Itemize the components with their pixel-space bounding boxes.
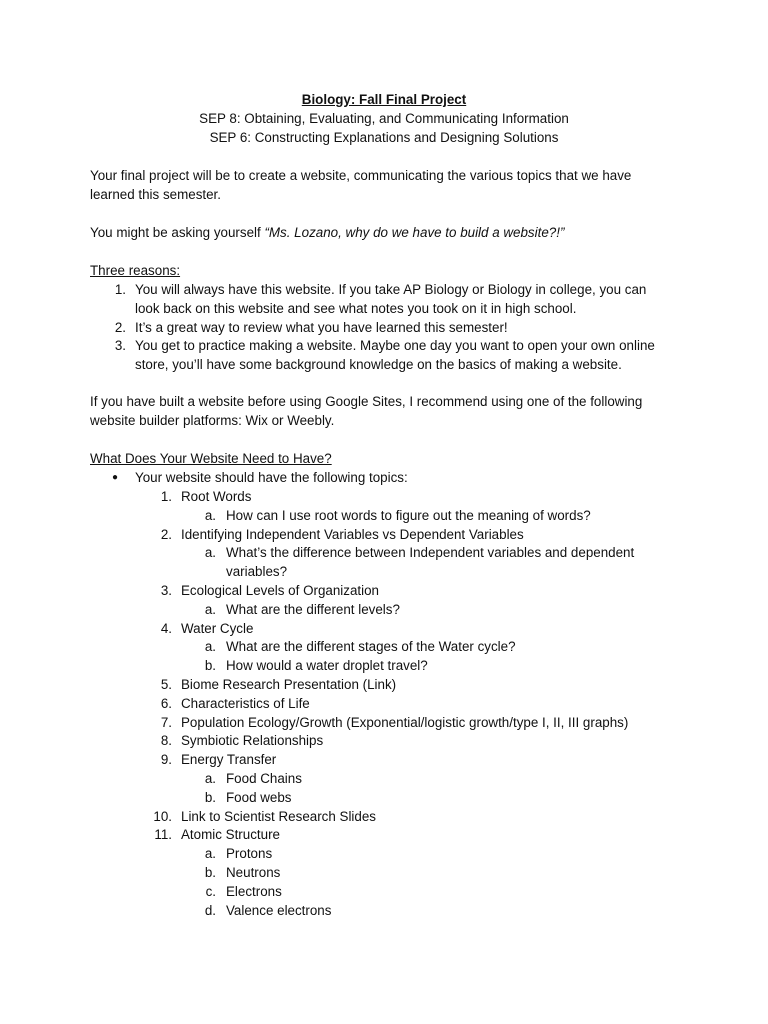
subtopic-text: Valence electrons (226, 902, 332, 918)
reason-text: You get to practice making a website. Maybe one day you want to open your own online (135, 338, 655, 354)
topic-number: 2. (160, 526, 172, 542)
topic-number: 7. (160, 714, 172, 730)
topic-number: 1. (160, 489, 172, 504)
subtopic-text: What are the different stages of the Water cycle? (226, 639, 516, 655)
builders-line-2: website builder platforms: Wix or Weebly. (90, 413, 335, 428)
reason-number: 3. (114, 338, 126, 354)
topic-number: 11. (154, 827, 172, 843)
subtopic-text: Neutrons (226, 865, 281, 880)
topic-number: 3. (160, 583, 172, 598)
topic-number: 5. (160, 677, 172, 692)
topic-label: Biome Research Presentation (Link) (181, 677, 397, 692)
topic-number: 4. (160, 620, 172, 636)
subtopic-text: What are the different levels? (226, 601, 400, 617)
topic-label: Root Words (181, 489, 252, 504)
subtopic-letter: a. (204, 639, 216, 655)
subtopic-text: Food Chains (226, 771, 302, 786)
needs-heading: What Does Your Website Need to Have? (90, 451, 332, 466)
subtopic-text: Food webs (226, 789, 292, 805)
subtopic-text: How can I use root words to figure out the meaning of words? (226, 507, 591, 523)
topic-label: Energy Transfer (181, 752, 277, 768)
subtopic-letter: c. (205, 883, 216, 899)
question-prefix: You might be asking yourself (90, 225, 265, 240)
topic-label: Characteristics of Life (181, 695, 310, 711)
reason-number: 2. (114, 319, 126, 335)
bullet-text: Your website should have the following topics: (135, 470, 408, 485)
sep-line-2: SEP 6: Constructing Explanations and Designing Solutions (209, 130, 559, 145)
topic-label: Identifying Independent Variables vs Dependent Variables (181, 526, 524, 542)
topic-label: Ecological Levels of Organization (181, 583, 379, 598)
reasons-heading: Three reasons: (90, 263, 181, 278)
subtopic-letter: b. (204, 865, 216, 880)
topic-number: 8. (160, 733, 172, 749)
builders-line-1: If you have built a website before using Google Sites, I recommend using one of the following (90, 394, 643, 409)
topic-label: Link to Scientist Research Slides (181, 808, 377, 824)
subtopic-text: Protons (226, 846, 273, 862)
subtopic-letter: a. (204, 771, 216, 786)
reason-text: store, you’ll have some background knowledge on the basics of making a website. (135, 357, 622, 373)
intro-line-2: learned this semester. (90, 187, 221, 202)
topic-label: Water Cycle (181, 620, 254, 636)
intro-line-1: Your final project will be to create a website, communicating the various topics that we have (90, 168, 632, 183)
bullet-icon: ● (112, 472, 119, 483)
subtopic-text: Electrons (226, 883, 282, 899)
question-line (90, 224, 690, 243)
subtopic-letter: a. (204, 846, 216, 862)
topic-label: Atomic Structure (181, 827, 280, 843)
topic-number: 6. (160, 695, 172, 711)
topic-label: Population Ecology/Growth (Exponential/logistic growth/type I, II, III graphs) (181, 714, 629, 730)
subtopic-text: How would a water droplet travel? (226, 658, 428, 674)
subtopic-text: What’s the difference between Independent variables and dependent (226, 545, 635, 561)
subtopic-letter: a. (204, 545, 216, 561)
subtopic-letter: a. (204, 507, 216, 523)
question-quote: “Ms. Lozano, why do we have to build a website?!” (264, 225, 565, 240)
topic-number: 10. (153, 808, 172, 824)
reason-text: You will always have this website. If you take AP Biology or Biology in college, you can (135, 282, 647, 297)
subtopic-letter: a. (204, 601, 216, 617)
subtopic-letter: b. (204, 658, 216, 674)
reason-text: look back on this website and see what notes you took on it in high school. (135, 300, 577, 316)
reason-number: 1. (114, 282, 126, 297)
subtopic-letter: b. (204, 789, 216, 805)
sep-line-1: SEP 8: Obtaining, Evaluating, and Communicating Information (199, 111, 569, 126)
reason-text: It’s a great way to review what you have learned this semester! (135, 319, 508, 335)
topic-label: Symbiotic Relationships (181, 733, 324, 749)
document-title: Biology: Fall Final Project (301, 92, 467, 107)
subtopic-letter: d. (204, 902, 216, 918)
subtopic-text: variables? (226, 564, 288, 580)
topic-number: 9. (160, 752, 172, 768)
